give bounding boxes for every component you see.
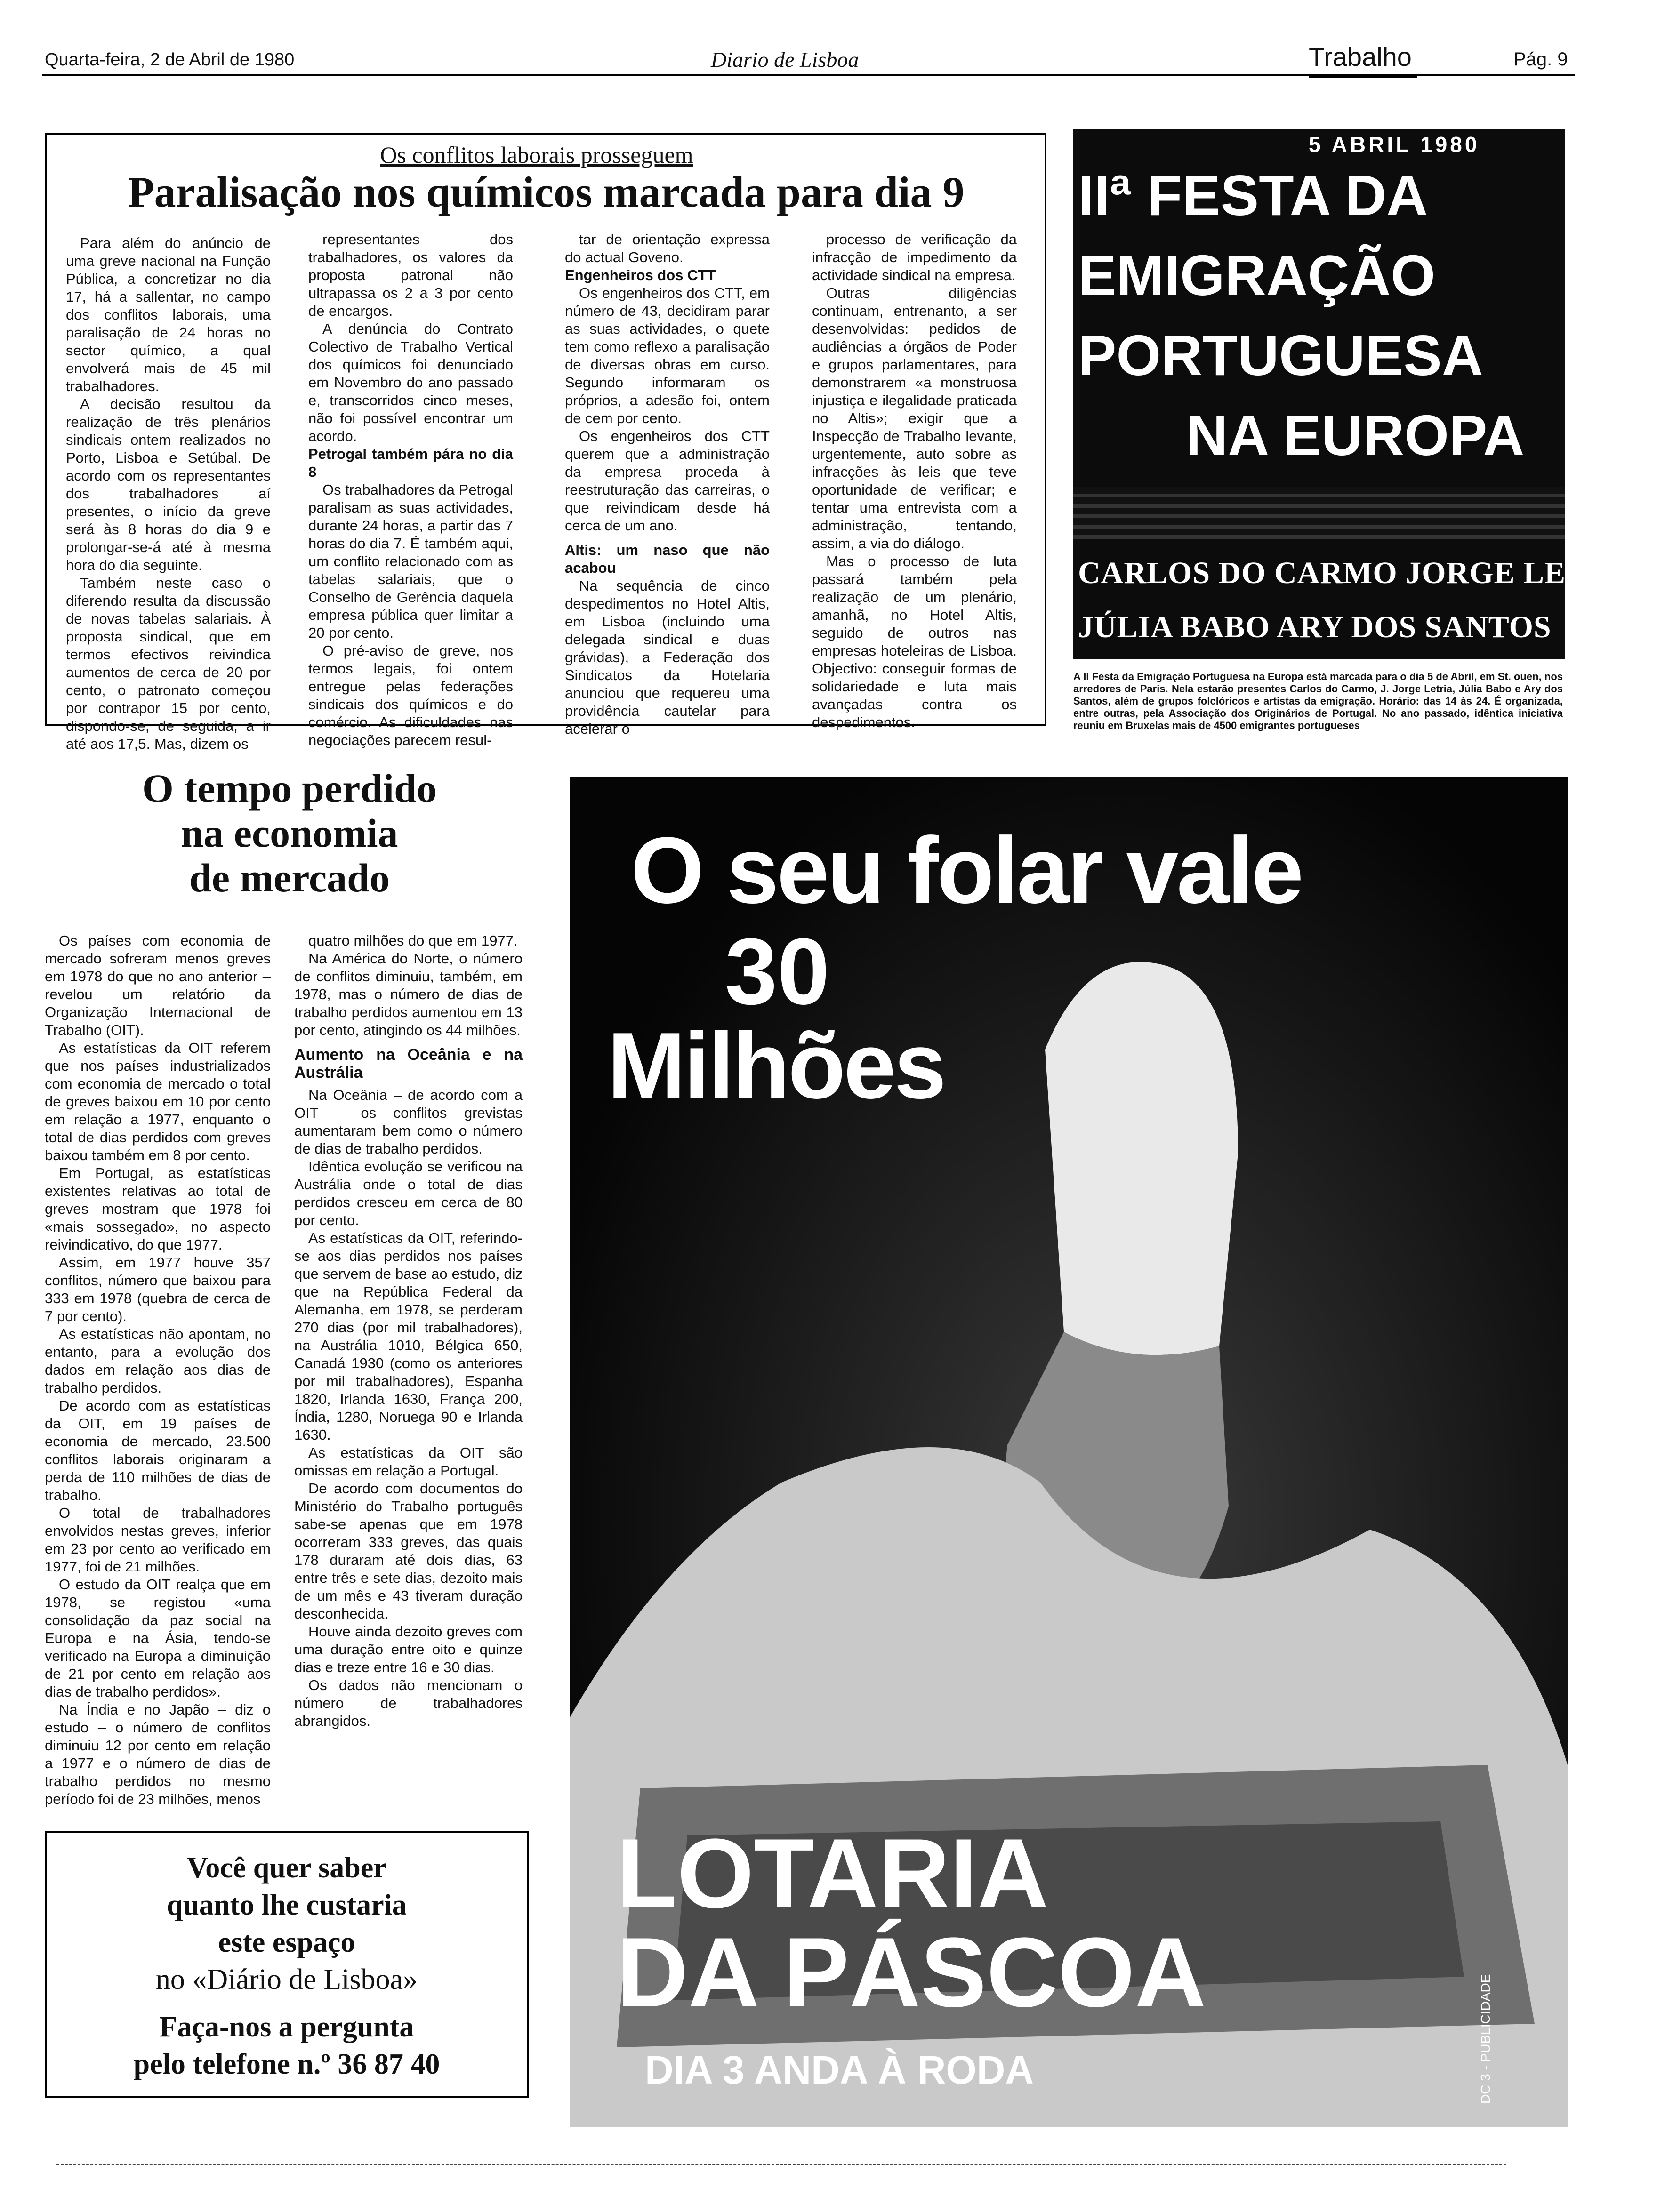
subheading-altis: Altis: um naso que não acabou: [565, 542, 770, 576]
paragraph: Idêntica evolução se verificou na Austrália onde o total de dias perdidos cresceu em cerca de 80 por cento.: [294, 1158, 523, 1228]
masthead: Diario de Lisboa: [711, 48, 859, 72]
poster-artists-1: CARLOS DO CARMO JORGE LETRIA: [1078, 556, 1646, 590]
paragraph: Mas o processo de luta passará também pela realização de um plenário, amanhã, no Hotel Altis, seguido de outros nas empresas hoteleiras de Lisboa. Objectivo: conseguir formas de solidariedade e luta mais avançadas contra os despedimentos.: [812, 553, 1017, 730]
paragraph: Os engenheiros dos CTT querem que a administração da empresa proceda à reestruturação das carreiras, o que reivindicam desde há cerca de um ano.: [565, 428, 770, 534]
paragraph: A decisão resultou da realização de três plenários sindicais ontem realizados no Porto, Lisboa e Setúbal. De acordo com os representantes dos trabalhadores aí presentes, o início da greve será às 8 horas do dia 9 e prolongar-se-á até à mesma hora do dia seguinte.: [66, 396, 271, 573]
paragraph: O total de trabalhadores envolvidos nestas greves, inferior em 23 por cento ao verificado em 1977, foi de 21 milhões.: [45, 1505, 271, 1575]
poster-line-3: PORTUGUESA: [1078, 323, 1483, 387]
ad-line-5: Faça-nos a pergunta: [159, 2011, 414, 2043]
poster-line-1: IIª FESTA DA: [1078, 163, 1428, 227]
ad-line-3: este espaço: [218, 1926, 355, 1958]
paragraph: As estatísticas da OIT são omissas em relação a Portugal.: [294, 1444, 523, 1479]
paragraph: Na América do Norte, o número de conflitos diminuiu, também, em 1978, mas o número de dias de trabalho perdidos aumentou em 13 por cento, atingindo os 44 milhões.: [294, 950, 523, 1038]
paragraph: Na Índia e no Japão – diz o estudo – o número de conflitos diminuiu 12 por cento em relação a 1977 e o número de dias de trabalho perdidos no mesmo período foi de 23 milhões, menos: [45, 1701, 271, 1807]
header-date: Quarta-feira, 2 de Abril de 1980: [45, 50, 295, 70]
poster-artists-2: JÚLIA BABO ARY DOS SANTOS: [1078, 610, 1552, 644]
chef-hat: [1045, 962, 1238, 1355]
article1-col3: [565, 231, 770, 738]
lottery-line-5: DA PÁSCOA: [617, 1917, 1207, 2028]
paragraph: representantes dos trabalhadores, os valores da proposta patronal não ultrapassa os 2 a 3 por cento de encargos.: [308, 231, 513, 319]
subheading-oceania: Aumento na Oceânia e na Austrália: [294, 1046, 523, 1082]
subheading-ctt: Engenheiros dos CTT: [565, 267, 716, 283]
paragraph: Os engenheiros dos CTT, em número de 43, decidiram parar as suas actividades, o quete tem como reflexo a paralisação de diversas obras em curso. Segundo informaram os próprios, a adesão foi, ontem de cem por cento.: [565, 285, 770, 426]
page-number: Pág. 9: [1513, 49, 1568, 70]
paragraph: Outras diligências continuam, entrenanto, a ser desenvolvidas: pedidos de audiências a órgãos de Poder e grupos parlamentares, para demonstrarem «a monstruosa injustiça e ilegalidade praticada no Altis»; exigir que a Inspecção de Trabalho levante, urgentemente, auto sobre as infracções às leis que teve oportunidade de verificar; e tentar uma entrevista com a administração, tentando, assim, a via do diálogo.: [812, 285, 1017, 552]
section-name: Trabalho: [1309, 42, 1412, 72]
article1-col1: [66, 234, 271, 753]
paragraph: processo de verificação da infracção de impedimento da actividade sindical na empresa.: [812, 231, 1017, 283]
paragraph: A denúncia do Contrato Colectivo de Trabalho Vertical dos químicos foi denunciado em Novembro do ano passado e, transcorridos cinco meses, não foi possível encontrar um acordo.: [308, 321, 513, 444]
paragraph: quatro milhões do que em 1977.: [308, 932, 518, 949]
ad-line-1: Você quer saber: [187, 1852, 386, 1884]
paragraph: tar de orientação expressa do actual Goveno.: [565, 231, 770, 265]
lottery-line-3: Milhões: [607, 1013, 945, 1118]
lottery-credit: DC 3 - PUBLICIDADE: [1478, 1974, 1493, 2104]
article1-headline: Paralisação nos químicos marcada para dia 9: [128, 168, 965, 216]
lottery-line-4: LOTARIA: [617, 1818, 1049, 1929]
bottom-rule: [56, 2164, 1506, 2165]
poster-line-2: EMIGRAÇÃO: [1078, 243, 1436, 307]
paragraph: As estatísticas da OIT referem que nos países industrializados com economia de mercado o total de greves baixou em 10 por cento em relação a 1977, enquanto o total de dias perdidos com greves baixou também em 8 por cento.: [45, 1040, 271, 1163]
ad-line-4: no «Diário de Lisboa»: [155, 1964, 418, 1996]
article1-col2: [308, 231, 513, 749]
poster-stripes: [1073, 487, 1565, 539]
lottery-line-2: 30: [725, 919, 830, 1024]
paragraph: Assim, em 1977 houve 357 conflitos, número que baixou para 333 em 1978 (quebra de cerca de 7 por cento).: [45, 1254, 271, 1324]
paragraph: Também neste caso o diferendo resulta da discussão de novas tabelas salariais. À proposta sindical, que em termos efectivos reivindica aumentos de cerca de 20 por cento, o patronato começou por contrapor 15 por cento, dispondo-se, de seguida, a ir até aos 17,5. Mas, dizem os: [66, 575, 271, 752]
article2-headline-2: na economia: [181, 810, 398, 856]
article2-col2: [294, 932, 523, 1730]
article2-headline-1: O tempo perdido: [142, 766, 437, 811]
lottery-line-1: O seu folar vale: [631, 818, 1302, 923]
paragraph: O estudo da OIT realça que em 1978, se registou «uma consolidação da paz social na Europa e na Ásia, tendo-se verificado na Europa a diminuição de 21 por cento em relação aos dias de trabalho perdidos».: [45, 1576, 271, 1700]
poster-caption: A II Festa da Emigração Portuguesa na Europa está marcada para o dia 5 de Abril, em St. ouen, nos arredores de Paris. Nela estarão presentes Carlos do Carmo, J. Jorge Letria, Júlia Babo e Ary dos Santos, além de grupos folclóricos e artistas da emigração. Horário: das 14 às 24. É organizada, entre outras, pela Associação dos Originários de Portugal. No ano passado, idêntica iniciativa reuniu em Bruxelas mais de 4500 emigrantes portugueses: [1073, 671, 1563, 731]
article1-kicker: Os conflitos laborais prosseguem: [380, 142, 693, 168]
paragraph: De acordo com as estatísticas da OIT, em 19 países de economia de mercado, 23.500 conflitos laborais originaram a perda de 110 milhões de dias de trabalho.: [45, 1397, 271, 1503]
advertising-box: [45, 1831, 529, 2098]
article1-col4: [812, 231, 1017, 731]
paragraph: Em Portugal, as estatísticas existentes relativas ao total de greves mostram que 1978 foi «mais sossegado», no aspecto reivindicativo, do que 1977.: [45, 1165, 271, 1253]
poster-date: 5 ABRIL 1980: [1309, 132, 1480, 157]
lottery-ad: [570, 777, 1568, 2127]
poster-line-4: NA EUROPA: [1186, 403, 1525, 467]
ad-line-6: pelo telefone n.º 36 87 40: [133, 2048, 440, 2080]
paragraph: As estatísticas não apontam, no entanto, para a evolução dos dados em relação aos dias de trabalho perdidos.: [45, 1326, 271, 1396]
paragraph: Na Oceânia – de acordo com a OIT – os conflitos grevistas aumentaram bem como o número de dias de trabalho perdidos.: [294, 1087, 523, 1157]
paragraph: Os dados não mencionam o número de trabalhadores abrangidos.: [294, 1677, 523, 1729]
header-rule: [42, 74, 1575, 76]
paragraph: As estatísticas da OIT, referindo-se aos dias perdidos nos países que servem de base ao estudo, diz que na República Federal da Alemanha, em 1978, se perderam 270 dias (por mil trabalhadores), na Austrália 1010, Bélgica 650, Canadá 1930 (como os anteriores por mil trabalhadores), Espanha 1820, Irlanda 1630, França 200, Índia, 1280, Noruega 90 e Irlanda 1630.: [294, 1230, 523, 1443]
subheading-petrogal: Petrogal também pára no dia 8: [308, 446, 513, 480]
paragraph: Os países com economia de mercado sofreram menos greves em 1978 do que no ano anterior – revelou um relatório da Organização Internacional de Trabalho (OIT).: [45, 932, 271, 1038]
paragraph: Na sequência de cinco despedimentos no Hotel Altis, em Lisboa (incluindo uma delegada sindical e duas grávidas), a Federação dos Sindicatos da Hotelaria anunciou que requereu uma providência cautelar para acelerar o: [565, 577, 770, 737]
ad-line-2: quanto lhe custaria: [167, 1889, 407, 1921]
festa-poster: [1073, 129, 1646, 659]
paragraph: O pré-aviso de greve, nos termos legais, foi ontem entregue pelas federações sindicais dos químicos e do comércio. As dificuldades nas negociações parecem resul-: [308, 642, 513, 748]
paragraph: Houve ainda dezoito greves com uma duração entre oito e quinze dias e treze entre 16 e 30 dias.: [294, 1623, 523, 1675]
article2-headline-3: de mercado: [189, 855, 390, 900]
paragraph: De acordo com documentos do Ministério do Trabalho português sabe-se apenas que em 1978 ocorreram 333 greves, das quais 178 duraram até dois dias, 63 entre três e sete dias, dezoito mais de um mês e 43 tiveram duração desconhecida.: [294, 1480, 523, 1622]
paragraph: Para além do anúncio de uma greve nacional na Função Pública, a concretizar no dia 17, há a sallentar, no campo dos conflitos laborais, uma paralisação de 24 horas no sector químico, a qual envolverá mais de 45 mil trabalhadores.: [66, 235, 271, 394]
paragraph: Os trabalhadores da Petrogal paralisam as suas actividades, durante 24 horas, a partir das 7 horas do dia 7. É também aqui, um conflito relacionado com as tabelas salariais, que o Conselho de Gerência daquela empresa pública quer limitar a 20 por cento.: [308, 481, 513, 641]
lottery-line-6: DIA 3 ANDA À RODA: [645, 2048, 1034, 2092]
article2-col1: [45, 932, 271, 1808]
